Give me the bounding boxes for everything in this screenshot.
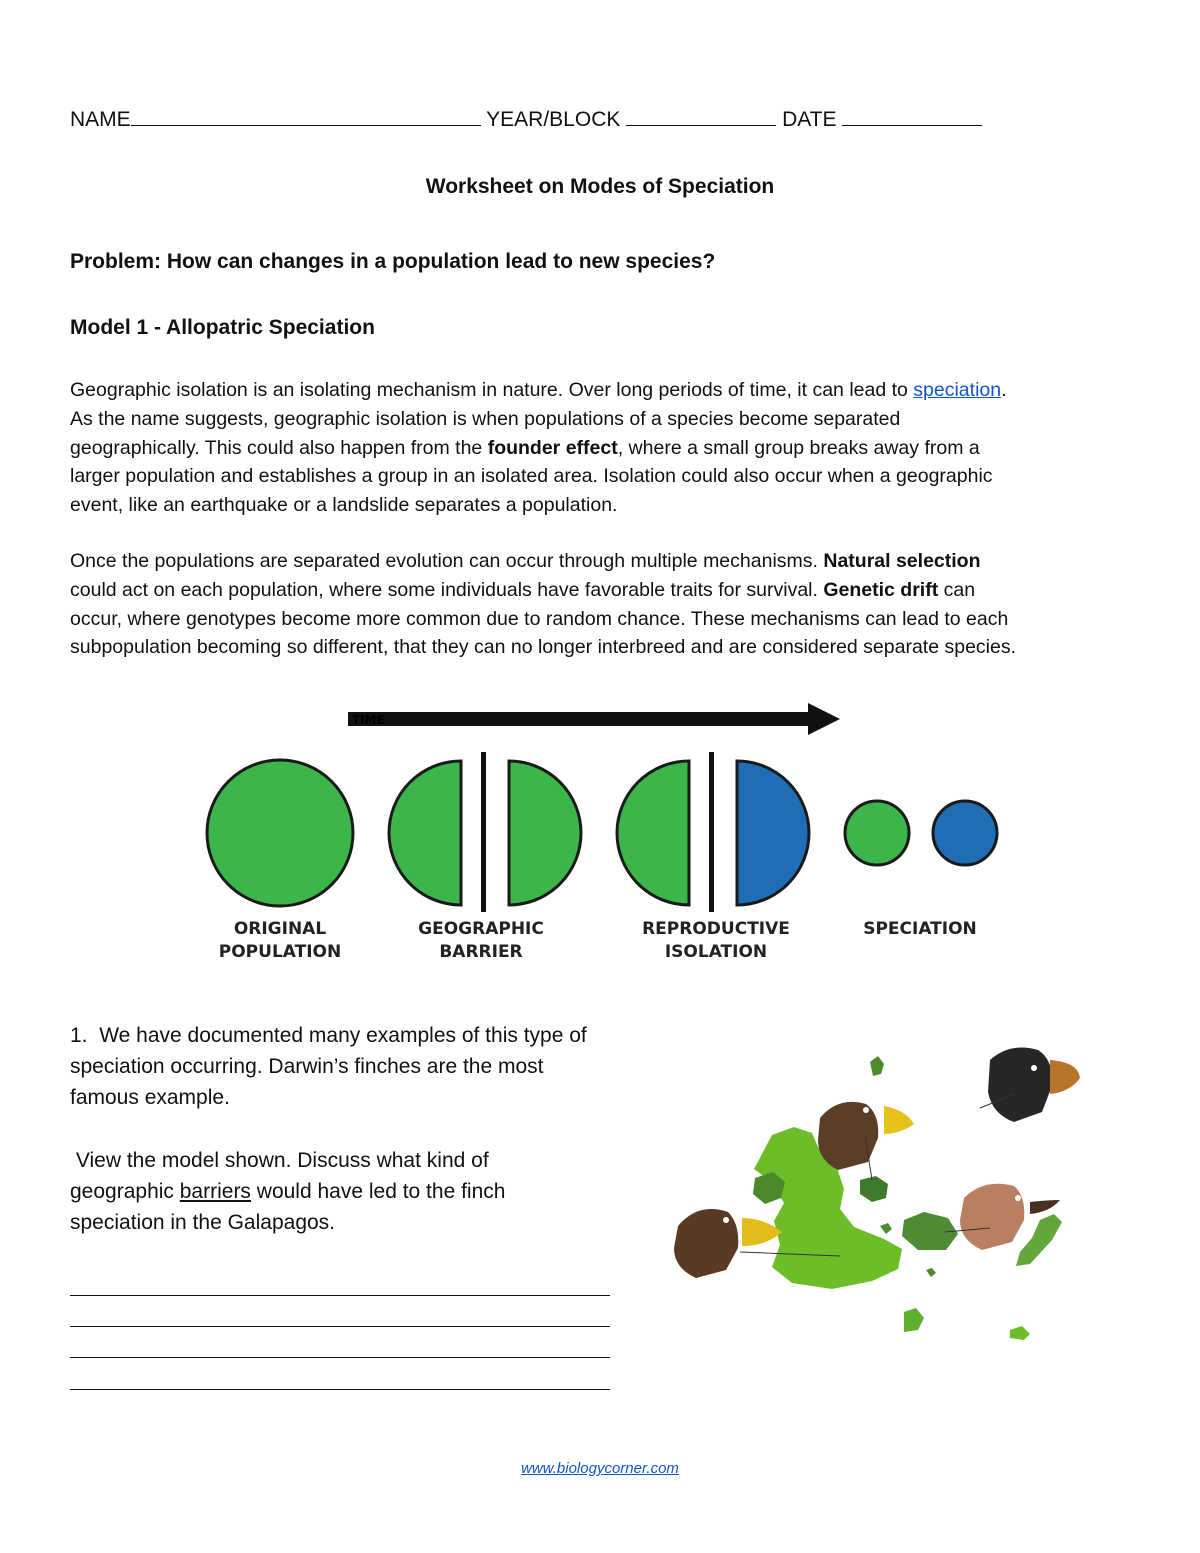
- p1-line2: As the name suggests, geographic isolation is when populations of a species become separated: [70, 407, 901, 430]
- q1-line2: speciation occurring. Darwin’s finches are the most: [70, 1055, 544, 1078]
- model-heading: Model 1 - Allopatric Speciation: [70, 316, 375, 339]
- problem-statement: Problem: How can changes in a population lead to new species?: [70, 250, 716, 273]
- date-field[interactable]: [842, 124, 982, 126]
- q1-line5: geographic: [70, 1180, 180, 1203]
- barrier-left-half: [389, 761, 461, 905]
- q1-line5-end: would have led to the finch: [250, 1180, 506, 1203]
- p2-line1: Once the populations are separated evolution can occur through multiple mechanisms.: [70, 550, 824, 572]
- geographic-barrier-line: [481, 752, 486, 912]
- p1-line1: Geographic isolation is an isolating mechanism in nature. Over long periods of time, it can lead to: [70, 379, 914, 401]
- finch-brown-left: [674, 1209, 782, 1278]
- q1-line1: We have documented many examples of this type of: [99, 1024, 587, 1047]
- label-original-population: ORIGINAL POPULATION: [218, 919, 342, 962]
- finch-black: [988, 1048, 1080, 1122]
- q1-line3: famous example.: [70, 1086, 230, 1109]
- galapagos-finches-illustration: [660, 1030, 1100, 1360]
- species-b-circle: [933, 801, 997, 865]
- year-block-field[interactable]: [626, 124, 776, 126]
- name-label: NAME: [70, 108, 131, 131]
- p1-line3-end: , where a small group breaks away from a: [617, 436, 980, 459]
- original-population-circle: [207, 760, 353, 906]
- footer-link[interactable]: www.biologycorner.com: [521, 1460, 679, 1477]
- name-field[interactable]: [131, 124, 481, 126]
- header-fields: [70, 108, 982, 132]
- genetic-drift-term: Genetic drift: [823, 578, 939, 601]
- answer-line-2[interactable]: [70, 1326, 610, 1327]
- time-label: TIME: [352, 713, 385, 727]
- finch-brown-top: [818, 1102, 914, 1170]
- p1-line3: geographically. This could also happen from the: [70, 436, 488, 459]
- species-a-circle: [845, 801, 909, 865]
- founder-effect-term: founder effect: [487, 436, 618, 459]
- question-1: [70, 1020, 670, 1113]
- p2-line3: occur, where genotypes become more common due to random chance. These mechanisms can lead to each: [70, 607, 1009, 630]
- reproductive-barrier-line: [709, 752, 714, 912]
- p2-line2-end: can: [938, 578, 976, 601]
- answer-line-3[interactable]: [70, 1357, 610, 1358]
- isolation-right-half: [737, 761, 809, 905]
- p2-line4: subpopulation becoming so different, that they can no longer interbreed and are considered separate species.: [70, 636, 1017, 659]
- paragraph-evolution-mechanisms: [70, 547, 1150, 662]
- question-1-prompt: [70, 1145, 670, 1238]
- page-title: Worksheet on Modes of Speciation: [425, 175, 775, 198]
- isolation-left-half: [617, 761, 689, 905]
- answer-line-1[interactable]: [70, 1295, 610, 1296]
- p1-line1-end: .: [1001, 379, 1007, 401]
- date-label: DATE: [782, 108, 837, 131]
- answer-line-4[interactable]: [70, 1389, 610, 1390]
- p1-line4: larger population and establishes a group in an isolated area. Isolation could also occur when a geographic: [70, 465, 993, 488]
- q1-line6: speciation in the Galapagos.: [70, 1211, 336, 1234]
- year-block-label: YEAR/BLOCK: [486, 108, 621, 131]
- natural-selection-term: Natural selection: [823, 550, 981, 572]
- barriers-term: barriers: [179, 1180, 251, 1203]
- label-speciation: SPECIATION: [863, 919, 977, 939]
- footer: [0, 1460, 1200, 1477]
- paragraph-geographic-isolation: [70, 376, 1150, 520]
- time-arrow: [348, 703, 840, 735]
- question-number: 1.: [70, 1024, 88, 1047]
- p1-line5: event, like an earthquake or a landslide separates a population.: [70, 494, 618, 517]
- barrier-right-half: [509, 761, 581, 905]
- speciation-link[interactable]: speciation: [913, 379, 1002, 401]
- label-reproductive-isolation: REPRODUCTIVE ISOLATION: [642, 919, 790, 962]
- p2-line2: could act on each population, where some individuals have favorable traits for survival.: [70, 578, 824, 601]
- label-geographic-barrier: GEOGRAPHIC BARRIER: [418, 919, 544, 962]
- q1-line4: View the model shown. Discuss what kind of: [75, 1149, 489, 1172]
